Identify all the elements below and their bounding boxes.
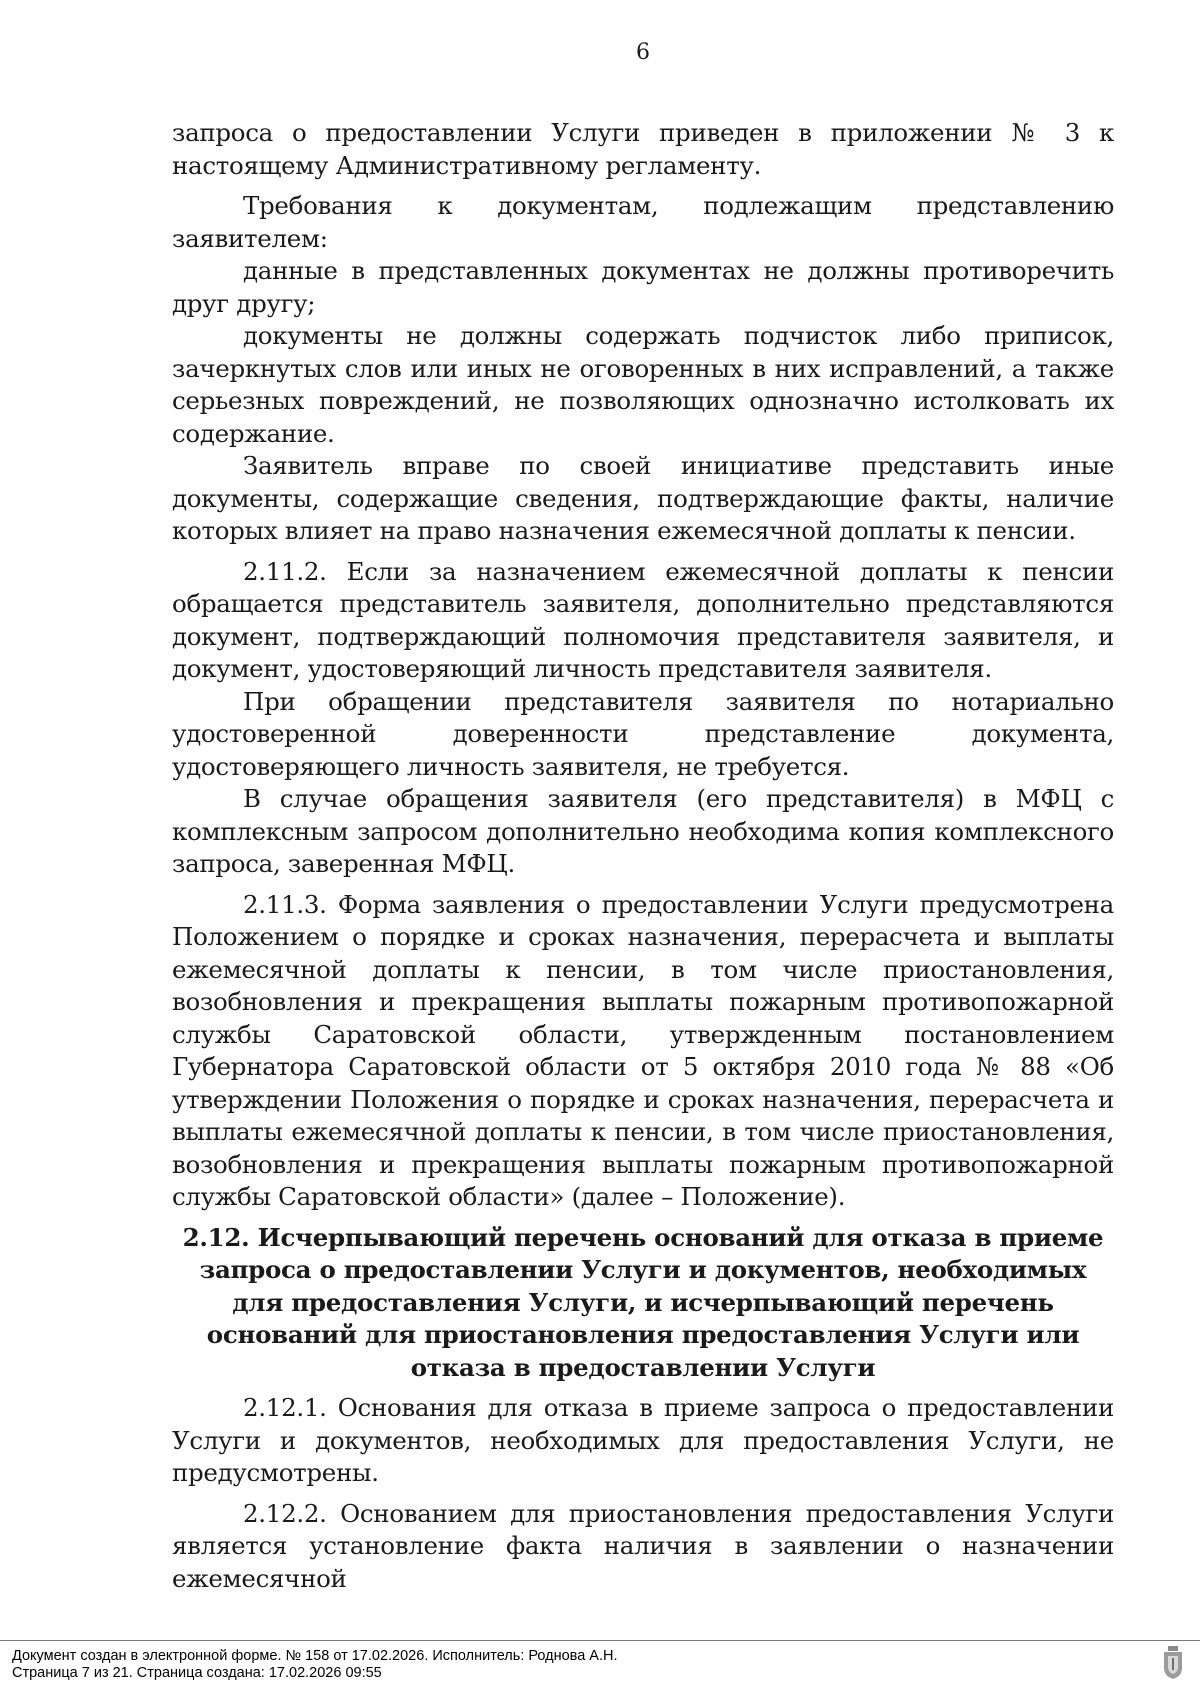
- paragraph: 2.12.2. Основанием для приостановления предоставления Услуги является установление факта наличия в заявлении о назначении ежемесячной: [172, 1498, 1114, 1593]
- paragraph: 2.11.3. Форма заявления о предоставлении Услуги предусмотрена Положением о порядке и сроках назначения, перерасчета и выплаты ежемесячной доплаты к пенсии, в том числе приостановления, возобновления и прекращения выплаты пожарным противопожарной службы Саратовской области, утвержденным постановлением Губернатора Саратовской области от 5 октября 2010 года № 88 «Об утверждении Положения о порядке и сроках назначения, перерасчета и выплаты ежемесячной доплаты к пенсии, в том числе приостановления, возобновления и прекращения выплаты пожарным противопожарной службы Саратовской области» (далее – Положение).: [172, 889, 1114, 1211]
- section-heading: 2.12. Исчерпывающий перечень оснований для отказа в приеме запроса о предоставлении Услуги и документов, необходимых для предоставления Услуги, и исчерпывающий перечень оснований для приостановления предоставления Услуги или отказа в предоставлении Услуги: [182, 1222, 1104, 1382]
- footer-text: [12, 1648, 618, 1682]
- document-body: [172, 117, 1114, 1595]
- footer-rule: [0, 1640, 1200, 1641]
- paragraph: 2.11.2. Если за назначением ежемесячной доплаты к пенсии обращается представитель заявителя, дополнительно представляются документ, подтверждающий полномочия представителя заявителя, и документ, удостоверяющий личность представителя заявителя.: [172, 556, 1114, 683]
- paragraph: документы не должны содержать подчисток либо приписок, зачеркнутых слов или иных не оговоренных в них исправлений, а также серьезных повреждений, не позволяющих однозначно истолковать их содержание.: [172, 321, 1114, 448]
- paragraph: В случае обращения заявителя (его представителя) в МФЦ с комплексным запросом дополнительно необходима копия комплексного запроса, заверенная МФЦ.: [172, 784, 1114, 878]
- paragraph: При обращении представителя заявителя по нотариально удостоверенной доверенности представление документа, удостоверяющего личность заявителя, не требуется.: [172, 686, 1114, 781]
- footer-line-document: Документ создан в электронной форме. № 158 от 17.02.2026. Исполнитель: Роднова А.Н.: [12, 1648, 618, 1664]
- paragraph: данные в представленных документах не должны противоречить друг другу;: [172, 256, 1114, 318]
- paragraph: Заявитель вправе по своей инициативе представить иные документы, содержащие сведения, подтверждающие факты, наличие которых влияет на право назначения ежемесячной доплаты к пенсии.: [172, 451, 1114, 545]
- page-number: 6: [636, 40, 650, 65]
- coat-of-arms-icon: [1162, 1646, 1184, 1680]
- page-footer: [0, 1640, 1200, 1698]
- paragraph: Требования к документам, подлежащим представлению заявителем:: [172, 191, 1114, 253]
- paragraph: 2.12.1. Основания для отказа в приеме запроса о предоставлении Услуги и документов, необходимых для предоставления Услуги, не предусмотрены.: [172, 1393, 1114, 1487]
- footer-line-page: Страница 7 из 21. Страница создана: 17.02.2026 09:55: [12, 1665, 382, 1681]
- paragraph: запроса о предоставлении Услуги приведен в приложении № 3 к настоящему Административному регламенту.: [172, 118, 1114, 180]
